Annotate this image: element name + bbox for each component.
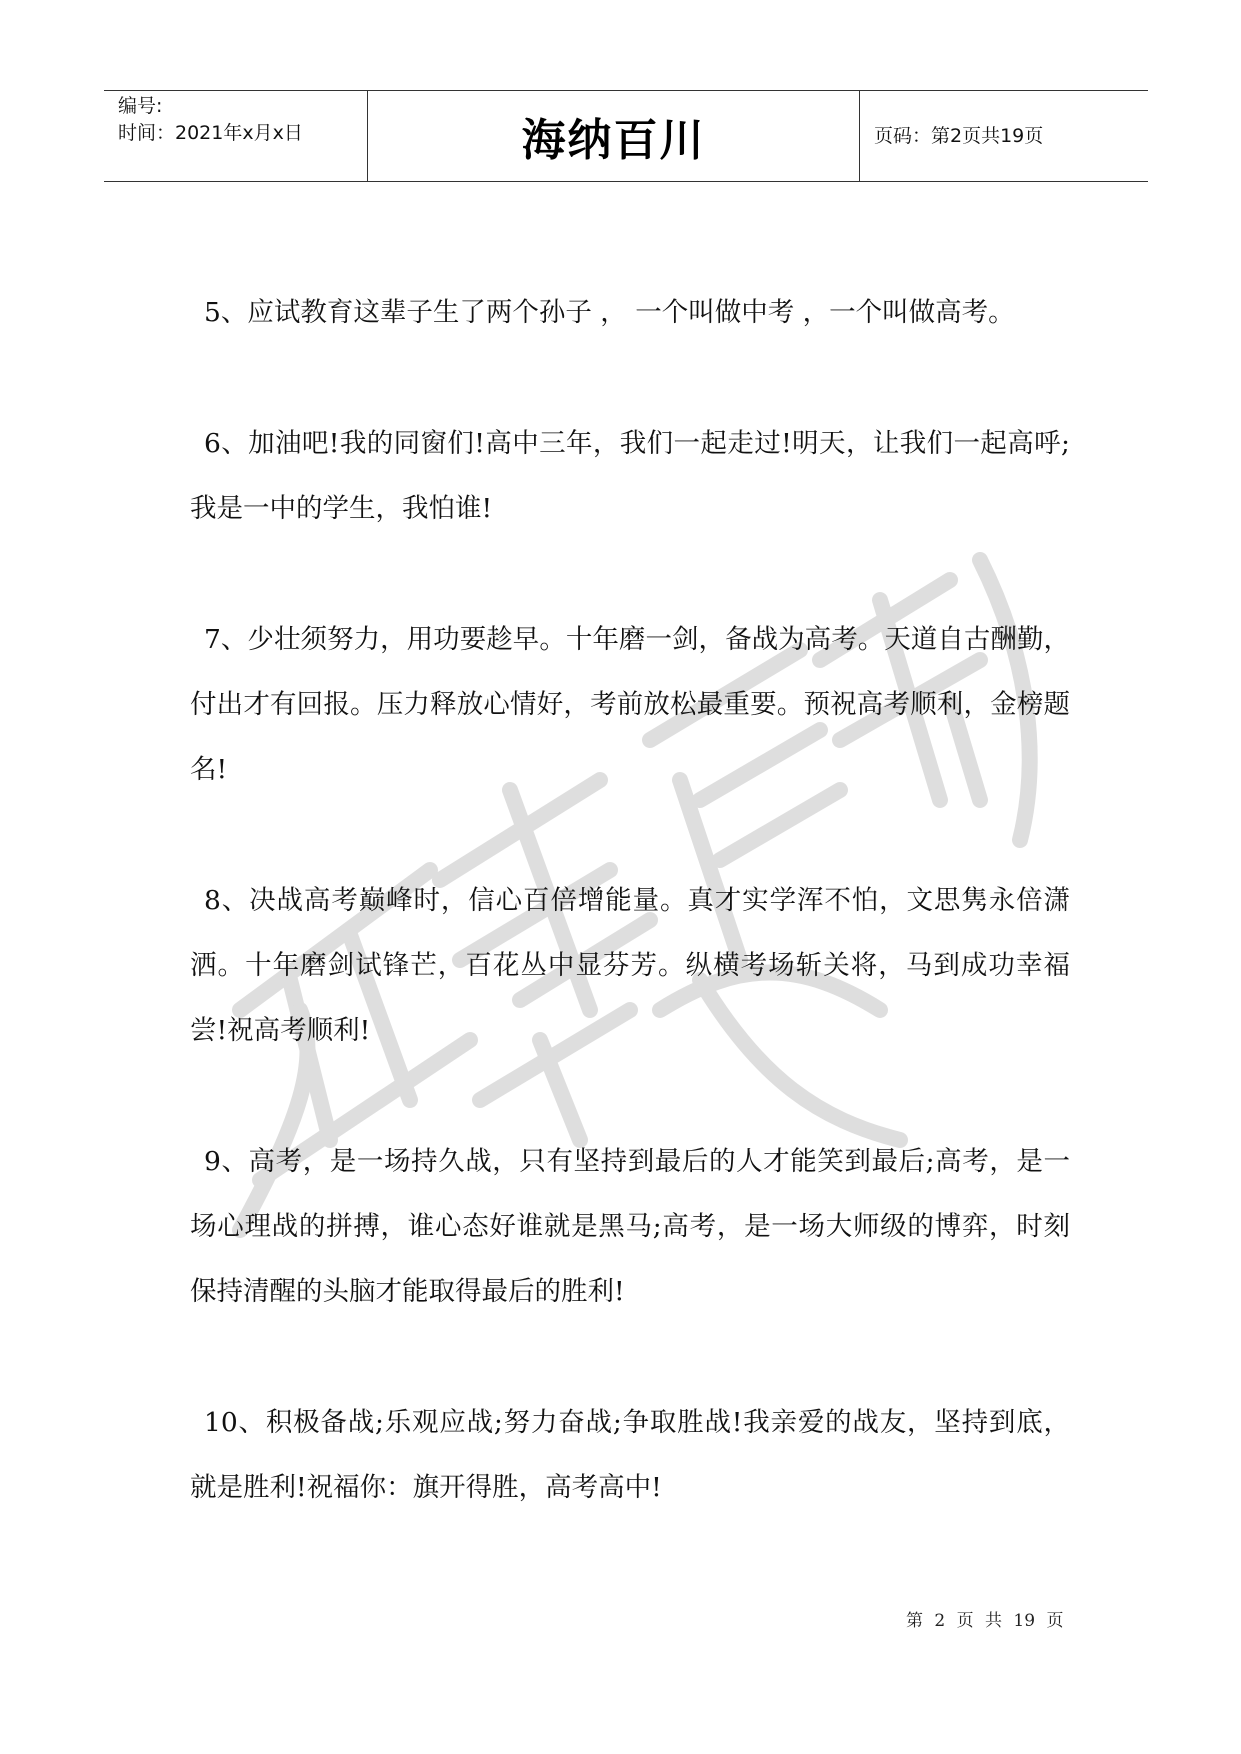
page-footer-number: 第 2 页 共 19 页 [906,1611,1064,1631]
paragraph-6: 6、加油吧!我的同窗们!高中三年，我们一起走过!明天，让我们一起高呼;我是一中的学生，我怕谁! [190,428,1070,524]
header-page-cell [860,91,1148,181]
paragraph-10: 10、积极备战;乐观应战;努力奋战;争取胜战!我亲爱的战友，坚持到底，就是胜利!祝福你：旗开得胜，高考高中! [190,1407,1070,1503]
header-number-label: 编号: [118,95,163,117]
header-time-label: 时间：2021年x月x日 [118,122,303,144]
document-header [104,90,1148,182]
header-meta-cell [104,91,368,181]
paragraph-9: 9、高考，是一场持久战，只有坚持到最后的人才能笑到最后;高考，是一场心理战的拼搏，谁心态好谁就是黑马;高考，是一场大师级的博弈，时刻保持清醒的头脑才能取得最后的胜利! [190,1146,1070,1307]
header-title-cell [368,91,860,181]
header-title: 海纳百川 [521,115,706,166]
paragraph-5: 5、应试教育这辈子生了两个孙子 ， 一个叫做中考 ，一个叫做高考。 [204,297,1015,328]
header-page-code: 页码：第2页共19页 [874,124,1044,147]
paragraph-7: 7、少壮须努力，用功要趁早。十年磨一剑，备战为高考。天道自古酬勤，付出才有回报。压力释放心情好，考前放松最重要。预祝高考顺利，金榜题名! [190,624,1070,785]
paragraph-8: 8、决战高考巅峰时，信心百倍增能量。真才实学浑不怕，文思隽永倍潇洒。十年磨剑试锋芒，百花丛中显芬芳。纵横考场斩关将，马到成功幸福尝!祝高考顺利! [190,885,1070,1046]
document-body [190,280,1070,1586]
